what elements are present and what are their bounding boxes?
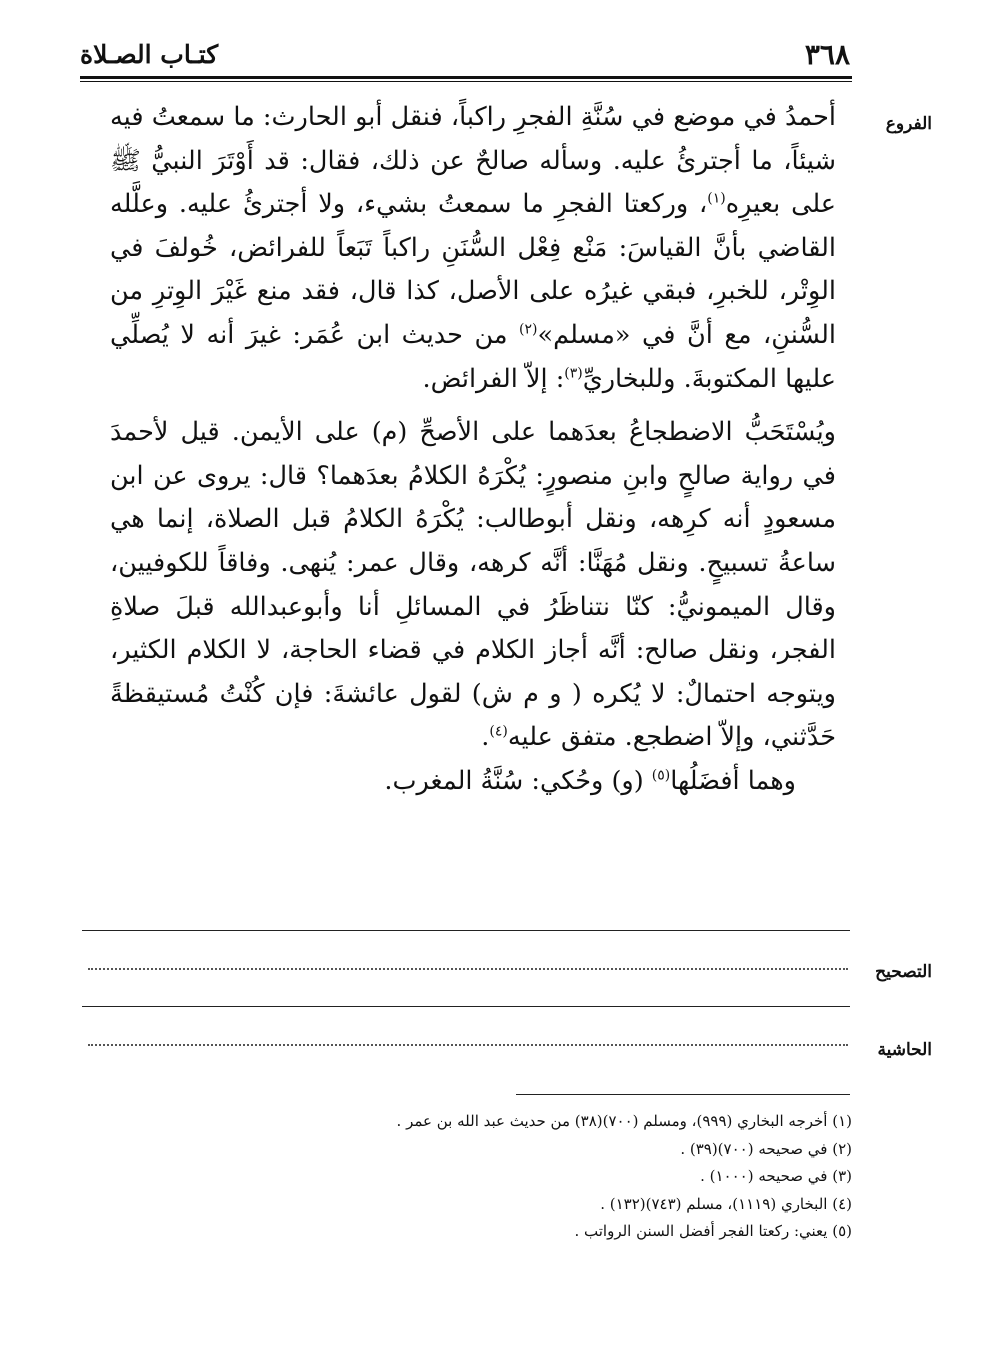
paragraph-3-text-a: وهما أفضَلُها: [670, 765, 796, 796]
page-number: ٣٦٨: [804, 38, 850, 71]
footnote-5: (٥) يعني: ركعتا الفجر أفضل السنن الرواتب .: [574, 1222, 852, 1240]
page-header: [80, 38, 850, 72]
correction-rule-bottom: [82, 1006, 850, 1007]
paragraph-2-text-a: ويُسْتَحَبُّ الاضطجاعُ بعدَهما على الأصحِّ (م) على الأيمن. قيل لأحمدَ في رواية صالحٍ وابنِ منصورٍ: يُكْرَهُ الكلامُ بعدَهما؟ قال: يروى عن ابن مسعودٍ أنه كرِهه، ونقل أبوطالب: يُكْرَهُ الكلامُ قبل الصلاة، إنما هي ساعةُ تسبيحٍ. ونقل مُهَنَّا: أنَّه كرهه، وقال عمر: يُنهى. وفاقاً للكوفيين، وقال الميمونيُّ: كنّا نتناظَرُ في المسائلِ أنا وأبوعبدالله قبلَ صلاةِ الفجر، ونقل صالح: أنَّه أجاز الكلام في قضاء الحاجة، لا الكلام الكثير، ويتوجه احتمالٌ: لا يُكره ( و م ش) لقول عائشةَ: فإن كُنْتُ مُستيقظةً حَدَّثني، وإلاّ اضطجع. متفق عليه: [110, 417, 836, 753]
margin-label-branches: الفروع: [885, 114, 932, 134]
correction-dotted-line: [88, 968, 848, 970]
paragraph-1-text-b: ، وركعتا الفجرِ ما سمعتُ بشيء، ولا أجترئُ عليه. وعلَّله القاضي بأنَّ القياسَ: مَنْع فِعْل السُّنَنِ راكباً تَبَعاً للفرائض، خُولفَ في الوِتْر، للخبرِ، فبقي غيرُه على الأصل، كذا قال، فقد منع غَيْرَ الوِترِ من السُّننِ، مع أنَّ في «مسلم»: [110, 189, 836, 350]
paragraph-1-text-d: : إلاّ الفرائض.: [422, 363, 565, 394]
footnote-2: (٢) في صحيحه (٧٠٠)(٣٩) .: [680, 1139, 852, 1158]
footnote-1: (١) أخرجه البخاري (٩٩٩)، ومسلم (٧٠٠)(٣٨) من حديث عبد الله بن عمر .: [396, 1112, 852, 1130]
footnote-separator: [516, 1094, 850, 1095]
annotation-dotted-line: [88, 1044, 848, 1046]
paragraph-1-text-a: أحمدُ في موضع في سُنَّةِ الفجرِ راكباً، فنقل أبو الحارث: ما سمعتُ فيه شيئاً، ما أجترئُ عليه. وسأله صالحٌ عن ذلك، فقال: قد أَوْتَرَ النبيُّ ﷺ على بعيرِه: [110, 102, 837, 220]
margin-label-annotation: الحاشية: [877, 1040, 932, 1060]
footnote-4: (٤) البخاري (١١١٩)، مسلم (٧٤٣)(١٣٢) .: [600, 1194, 852, 1213]
paragraph-3: [110, 760, 836, 804]
paragraph-1-text-c: من حديث ابن عُمَر: غيرَ أنه لا يُصلِّي عليها المكتوبةَ. وللبخاريِّ: [110, 319, 836, 394]
header-rule-thick: [80, 76, 852, 79]
chapter-title: كتـاب الصـلاة: [80, 40, 219, 69]
footnote-ref-2: (٢): [519, 321, 538, 338]
footnote-ref-3: (٣): [564, 365, 583, 382]
paragraph-2: [110, 411, 836, 760]
margin-label-correction: التصحيح: [875, 962, 932, 982]
paragraph-1: [110, 96, 836, 401]
footnote-ref-4: (٤): [489, 723, 508, 740]
footnote-ref-5: (٥): [651, 767, 671, 784]
main-text: [110, 96, 836, 804]
footnote-3: (٣) في صحيحه (١٠٠٠) .: [700, 1167, 852, 1185]
paragraph-2-text-b: .: [481, 722, 490, 753]
paragraph-3-text-b: (و) وحُكي: سُنَّةُ المغرب.: [384, 765, 652, 796]
header-rule-thin: [80, 81, 852, 82]
correction-rule-top: [82, 930, 850, 931]
footnote-ref-1: (١): [707, 190, 726, 207]
footnotes: [132, 1108, 852, 1246]
